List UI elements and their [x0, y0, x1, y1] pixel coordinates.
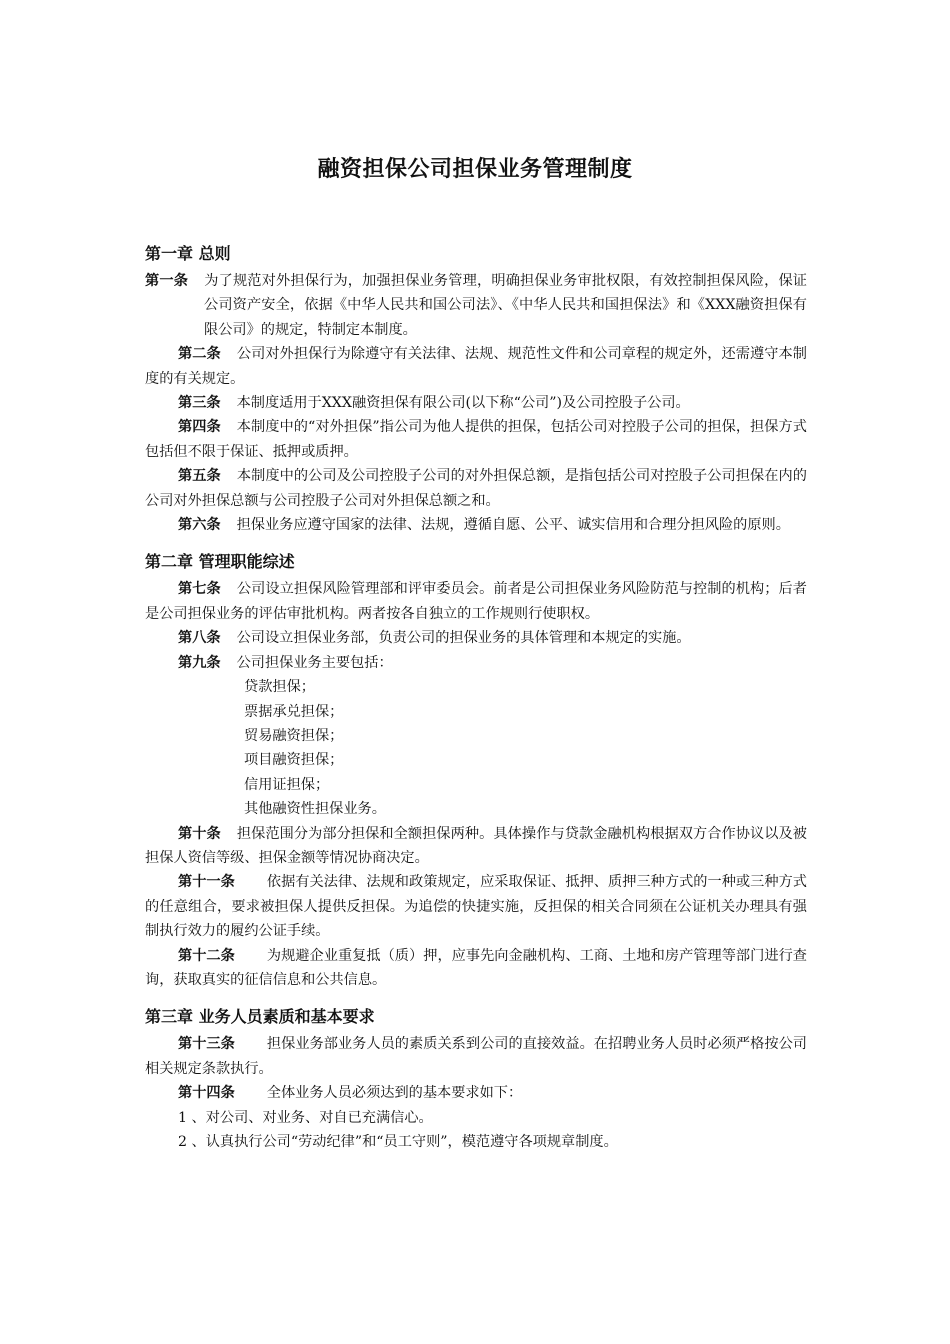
article-label: 第十三条 — [178, 1036, 235, 1053]
article-4 — [145, 415, 807, 464]
article-label: 第七条 — [178, 581, 221, 598]
article-12 — [145, 944, 807, 993]
article-3 — [145, 391, 807, 415]
article-text: 全体业务人员必须达到的基本要求如下： — [266, 1085, 523, 1102]
article-label: 第九条 — [178, 654, 221, 671]
article-5 — [145, 464, 807, 513]
article-label: 第十二条 — [178, 947, 235, 964]
document-title: 融资担保公司担保业务管理制度 — [317, 157, 633, 182]
article-14 — [145, 1081, 807, 1105]
article-label: 第一条 — [145, 273, 189, 289]
list-item: 项目融资担保； — [244, 752, 344, 769]
article-text: 公司担保业务主要包括： — [236, 654, 393, 671]
article-text: 为了规范对外担保行为，加强担保业务管理，明确担保业务审批权限，有效控制担保风险，保证公司资产安全，依据《中华人民共和国公司法》、《中华人民共和国担保法》和《XXX融资担保有限公司》的规定，特制定本制度。 — [204, 273, 807, 338]
list-item: 信用证担保； — [244, 776, 330, 793]
list-item: 2 、认真执行公司“劳动纪律”和“员工守则”，模范遵守各项规章制度。 — [178, 1134, 618, 1150]
article-text: 本制度中的“对外担保”指公司为他人提供的担保，包括公司对控股子公司的担保，担保方式包括但不限于保证、抵押或质押。 — [145, 419, 807, 460]
article-text: 担保业务部业务人员的素质关系到公司的直接效益。在招聘业务人员时必须严格按公司相关规定条款执行。 — [145, 1036, 807, 1077]
article-label: 第四条 — [178, 419, 221, 436]
list-item: 1 、对公司、对业务、对自已充满信心。 — [178, 1109, 433, 1126]
article-label: 第五条 — [178, 468, 221, 485]
list-item: 贸易融资担保； — [244, 727, 344, 744]
article-text: 公司设立担保业务部，负责公司的担保业务的具体管理和本规定的实施。 — [236, 630, 691, 647]
article-label: 第六条 — [178, 517, 221, 534]
article-label: 第三条 — [178, 395, 221, 412]
article-text: 担保业务应遵守国家的法律、法规，遵循自愿、公平、诚实信用和合理分担风险的原则。 — [236, 517, 790, 534]
article-label: 第十一条 — [178, 874, 235, 891]
article-8 — [145, 626, 807, 650]
list-item: 贷款担保； — [244, 679, 315, 696]
article-label: 第十条 — [178, 825, 221, 842]
document-body — [145, 242, 807, 1154]
article-7 — [145, 577, 807, 626]
list-item: 票据承兑担保； — [244, 703, 344, 720]
article-text: 本制度中的公司及公司控股子公司的对外担保总额，是指包括公司对控股子公司担保在内的公司对外担保总额与公司控股子公司对外担保总额之和。 — [145, 468, 807, 509]
article-label: 第二条 — [178, 346, 221, 363]
chapter-heading: 第一章 总则 — [145, 244, 231, 263]
article-label: 第八条 — [178, 630, 221, 647]
article-text: 公司对外担保行为除遵守有关法律、法规、规范性文件和公司章程的规定外，还需遵守本制度的有关规定。 — [145, 346, 807, 387]
article-text: 本制度适用于XXX融资担保有限公司(以下称“公司”)及公司控股子公司。 — [236, 395, 690, 412]
article-1 — [145, 269, 807, 342]
article-2 — [145, 342, 807, 391]
chapter-heading: 第二章 管理职能综述 — [145, 552, 295, 572]
article-text: 公司设立担保风险管理部和评审委员会。前者是公司担保业务风险防范与控制的机构；后者是公司担保业务的评估审批机构。两者按各自独立的工作规则行使职权。 — [145, 581, 807, 622]
article-11 — [145, 870, 807, 943]
article-9 — [145, 651, 807, 675]
list-item: 其他融资性担保业务。 — [244, 801, 386, 818]
article-text: 为规避企业重复抵（质）押，应事先向金融机构、工商、土地和房产管理等部门进行查询，获取真实的征信信息和公共信息。 — [145, 947, 807, 988]
chapter-heading: 第三章 业务人员素质和基本要求 — [145, 1007, 375, 1027]
article-text: 依据有关法律、法规和政策规定，应采取保证、抵押、质押三种方式的一种或三种方式的任意组合，要求被担保人提供反担保。为追偿的快捷实施，反担保的相关合同须在公证机关办理具有强制执行效力的履约公证手续。 — [145, 874, 807, 940]
article-text: 担保范围分为部分担保和全额担保两种。具体操作与贷款金融机构根据双方合作协议以及被担保人资信等级、担保金额等情况协商决定。 — [145, 825, 807, 866]
article-label: 第十四条 — [178, 1085, 235, 1102]
article-13 — [145, 1032, 807, 1081]
article-10 — [145, 822, 807, 871]
article-6 — [145, 513, 807, 537]
